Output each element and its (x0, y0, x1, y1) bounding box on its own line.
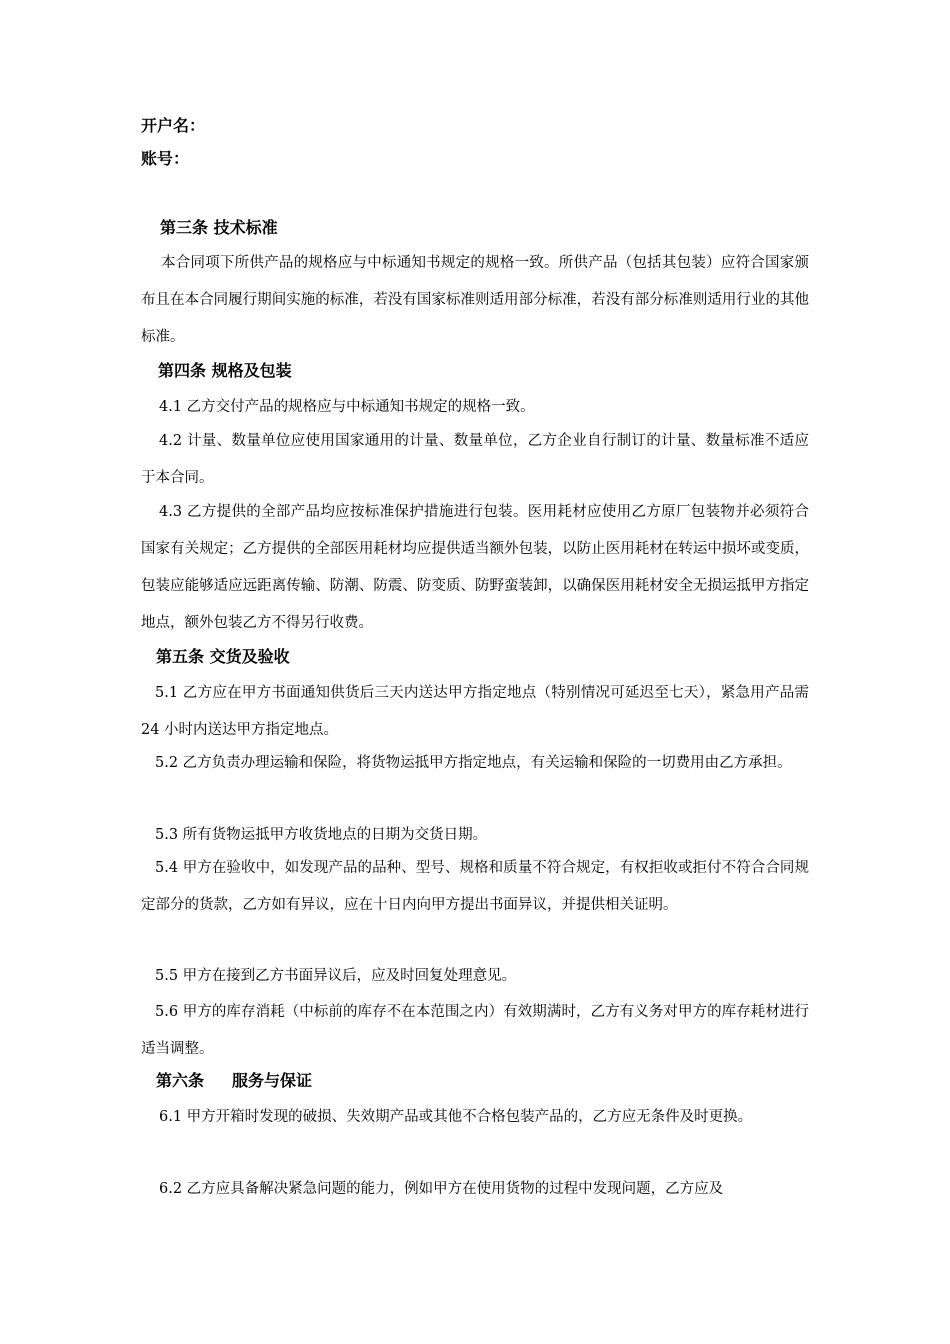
article-5-paragraph-6: 5.6 甲方的库存消耗（中标前的库存不在本范围之内）有效期满时，乙方有义务对甲方的库存耗材进行适当调整。 (141, 1004, 809, 1057)
article-4-paragraph-3: 4.3 乙方提供的全部产品均应按标准保护措施进行包装。医用耗材应使用乙方原厂包装物并必须符合国家有关规定；乙方提供的全部医用耗材均应提供适当额外包装，以防止医用耗材在转运中损坏或变质，包装应能够适应远距离传输、防潮、防震、防变质、防野蛮装卸，以确保医用耗材安全无损运抵甲方指定地点，额外包装乙方不得另行收费。 (141, 504, 809, 631)
article-5-paragraph-5: 5.5 甲方在接到乙方书面异议后，应及时回复处理意见。 (155, 968, 517, 984)
article-5-paragraph-4: 5.4 甲方在验收中，如发现产品的品种、型号、规格和质量不符合规定，有权拒收或拒付不符合合同规定部分的货款，乙方如有异议，应在十日内向甲方提出书面异议，并提供相关证明。 (141, 860, 809, 913)
article-3-paragraph-1: 本合同项下所供产品的规格应与中标通知书规定的规格一致。所供产品（包括其包装）应符合国家颁布且在本合同履行期间实施的标准，若没有国家标准则适用部分标准，若没有部分标准则适用行业的其他标准。 (141, 255, 809, 345)
article-3-heading: 第三条 技术标准 (160, 218, 278, 237)
article-4-paragraph-1: 4.1 乙方交付产品的规格应与中标通知书规定的规格一致。 (159, 399, 535, 415)
article-6-paragraph-1: 6.1 甲方开箱时发现的破损、失效期产品或其他不合格包装产品的，乙方应无条件及时更换。 (159, 1109, 753, 1125)
article-6-paragraph-2: 6.2 乙方应具备解决紧急问题的能力，例如甲方在使用货物的过程中发现问题，乙方应及 (159, 1181, 724, 1197)
article-6-heading-number: 第六条 (156, 1071, 205, 1090)
article-4-paragraph-2: 4.2 计量、数量单位应使用国家通用的计量、数量单位，乙方企业自行制订的计量、数量标准不适应于本合同。 (141, 433, 809, 486)
article-5-paragraph-3: 5.3 所有货物运抵甲方收货地点的日期为交货日期。 (155, 827, 488, 843)
account-number-label: 账号： (141, 149, 190, 168)
article-4-heading: 第四条 规格及包装 (158, 361, 292, 380)
account-name-label: 开户名： (141, 116, 206, 135)
article-6-heading (156, 1071, 312, 1091)
article-6-heading-text: 服务与保证 (232, 1071, 313, 1090)
article-5-paragraph-2: 5.2 乙方负责办理运输和保险，将货物运抵甲方指定地点，有关运输和保险的一切费用由乙方承担。 (155, 755, 792, 771)
article-5-heading: 第五条 交货及验收 (156, 647, 290, 666)
article-5-paragraph-1: 5.1 乙方应在甲方书面通知供货后三天内送达甲方指定地点（特别情况可延迟至七天），紧急用产品需 24 小时内送达甲方指定地点。 (141, 685, 809, 738)
